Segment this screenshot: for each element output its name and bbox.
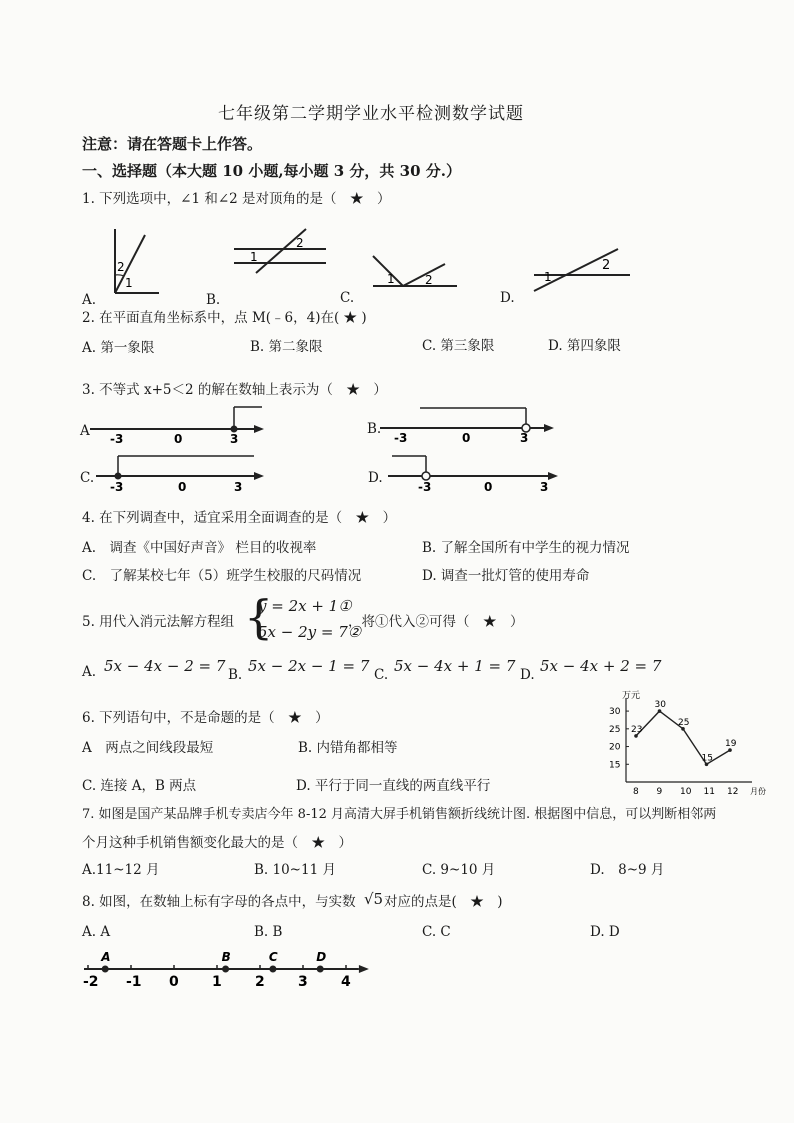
q8-tick-label: 1 [212,974,222,990]
chart-xtick-label: 10 [680,787,692,797]
q3-numberline-d [388,454,568,494]
q8-stem-tail: 对应的点是( ★ ) [384,894,503,910]
q8-stem: 8. 如图，在数轴上标有字母的各点中，与实数 [82,894,356,910]
notice: 注意：请在答题卡上作答。 [82,135,263,153]
q5-option-d[interactable]: D. [520,667,535,683]
chart-xlabel: 月份 [750,787,766,796]
q8-sqrt5: √5 [364,890,384,908]
q8-option-a[interactable]: A. A [82,924,111,940]
section-header: 一、选择题（本大题 10 小题,每小题 3 分，共 30 分.） [82,162,461,180]
q1-figure-b [230,225,330,275]
q1-figure-d [530,245,640,295]
q5-option-a[interactable]: A. [82,664,97,680]
q1b-angle1-label: 1 [250,250,258,264]
q1c-angle1-label: 1 [387,272,395,286]
q6-option-c[interactable]: C. 连接 A，B 两点 [82,778,197,794]
q6-option-b[interactable]: B. 内错角都相等 [298,740,398,756]
chart-xtick-label: 12 [727,787,739,797]
q3d-tick-neg3: -3 [418,480,432,494]
q1d-angle2-label: 2 [602,258,611,273]
chart-ylabel: 万元 [622,691,641,701]
q8-axis-arrow [359,965,369,973]
q8-tick-label: 3 [298,974,308,990]
q3d-tick-0: 0 [484,480,493,494]
chart-ytick-label: 20 [609,742,621,753]
chart-data-label: 25 [678,717,690,728]
q8-point-d [317,966,324,973]
q5-expr-a: 5x − 4x − 2 = 7 [104,657,226,675]
q6-stem: 6. 下列语句中，不是命题的是（ ★ ） [82,710,329,726]
q2-option-c[interactable]: C. 第三象限 [422,338,495,354]
q3-option-b[interactable]: B. [367,421,382,437]
q5-expr-d: 5x − 4x + 2 = 7 [540,657,662,675]
q7-stem-line1: 7. 如图是国产某品牌手机专卖店今年 8-12 月高清大屏手机销售额折线统计图. 根据图中信息，可以判断相邻两 [82,807,717,822]
q3-option-a[interactable]: A [80,423,90,439]
q3b-tick-0: 0 [462,431,471,445]
q3b-tick-neg3: -3 [394,431,408,445]
q8-point-label: D [316,950,327,964]
q1-option-c[interactable]: C. [340,290,355,306]
q8-tick-label: -1 [126,974,142,990]
q8-numberline [80,945,380,990]
q5-option-b[interactable]: B. [228,667,243,683]
q6-option-d[interactable]: D. 平行于同一直线的两直线平行 [296,778,491,794]
q8-tick-label: 4 [341,974,351,990]
q8-tick-label: -2 [83,974,99,990]
q1b-angle2-label: 2 [296,236,304,250]
chart-xtick-label: 9 [656,787,663,797]
q4-option-b[interactable]: B. 了解全国所有中学生的视力情况 [422,540,630,556]
q6-option-a[interactable]: A 两点之间线段最短 [82,740,214,756]
q3-stem: 3. 不等式 x+5＜2 的解在数轴上表示为（ ★ ） [82,382,387,398]
q3c-tick-3: 3 [234,480,243,494]
q3a-tick-0: 0 [174,432,183,446]
chart-ytick-label: 30 [609,707,621,718]
q4-stem: 4. 在下列调查中，适宜采用全面调查的是（ ★ ） [82,510,397,526]
q5-stem: 5. 用代入消元法解方程组 [82,614,235,630]
q1-stem: 1. 下列选项中，∠1 和∠2 是对顶角的是（ ★ ） [82,191,391,207]
q3-numberline-a [90,405,270,445]
q3a-tick-3: 3 [230,432,239,446]
q8-point-a [102,966,109,973]
chart-data-label: 19 [725,739,737,750]
q1c-angle2-label: 2 [425,273,433,287]
chart-ytick-label: 15 [609,760,621,771]
chart-xtick-label: 8 [633,787,639,797]
q8-option-d[interactable]: D. D [590,924,620,940]
q7-option-c[interactable]: C. 9~10 月 [422,862,496,878]
q1-option-d[interactable]: D. [500,290,515,306]
q3b-tick-3: 3 [520,431,529,445]
q7-stem-line2: 个月这种手机销售额变化最大的是（ ★ ） [82,835,352,851]
q4-option-d[interactable]: D. 调查一批灯管的使用寿命 [422,568,590,584]
q5-brace: { [244,590,274,644]
q4-option-a[interactable]: A. 调查《中国好声音》 栏目的收视率 [82,540,317,556]
q5-expr-b: 5x − 2x − 1 = 7 [248,657,370,675]
q7-option-b[interactable]: B. 10~11 月 [254,862,336,878]
q3-numberline-c [96,454,276,494]
q2-stem: 2. 在平面直角坐标系中，点 M(﹣6，4)在( ★ ) [82,310,367,326]
q1d-angle1-label: 1 [544,270,552,284]
q4-option-c[interactable]: C. 了解某校七年（5）班学生校服的尺码情况 [82,568,362,584]
q2-option-a[interactable]: A. 第一象限 [82,340,155,356]
q8-point-label: A [101,950,111,964]
q2-option-d[interactable]: D. 第四象限 [548,338,621,354]
q8-point-label: C [268,950,278,964]
q1-figure-a [95,225,165,295]
q3-option-d[interactable]: D. [368,470,383,486]
chart-data-label: 23 [631,724,643,735]
page-title: 七年级第二学期学业水平检测数学试题 [218,104,524,124]
q1-figure-c [365,248,460,293]
q7-option-a[interactable]: A.11~12 月 [82,862,160,878]
q3c-tick-neg3: -3 [110,480,124,494]
q3-option-c[interactable]: C. [80,470,95,486]
q1-option-a[interactable]: A. [82,292,97,308]
sales-line-chart [600,690,776,800]
q1a-angle2-label: 2 [117,260,125,274]
q1a-angle1-label: 1 [125,276,133,290]
q5-eq1: y = 2x + 1① [258,597,352,615]
chart-data-label: 15 [701,753,713,764]
q3a-tick-neg3: -3 [110,432,124,446]
q8-option-c[interactable]: C. C [422,924,451,940]
q5-tail: ，将①代入②可得（ ★ ） [348,614,524,630]
q1-option-b[interactable]: B. [206,292,221,308]
chart-xtick-label: 11 [703,787,715,797]
q2-option-b[interactable]: B. 第二象限 [250,339,323,355]
chart-ytick-label: 25 [609,724,621,735]
q5-expr-c: 5x − 4x + 1 = 7 [394,657,516,675]
q8-tick-label: 2 [255,974,265,990]
q7-option-d[interactable]: D. 8~9 月 [590,862,665,878]
q3d-tick-3: 3 [540,480,549,494]
chart-data-label: 30 [654,700,666,711]
q3c-tick-0: 0 [178,480,187,494]
q8-point-label: B [221,950,231,964]
q3-numberline-b [380,405,560,445]
q8-tick-label: 0 [169,974,179,990]
q5-option-c[interactable]: C. [374,667,389,683]
q8-option-b[interactable]: B. B [254,924,283,940]
q8-point-b [222,966,229,973]
q8-point-c [269,966,276,973]
q5-eq2: 5x − 2y = 7② [258,623,362,641]
